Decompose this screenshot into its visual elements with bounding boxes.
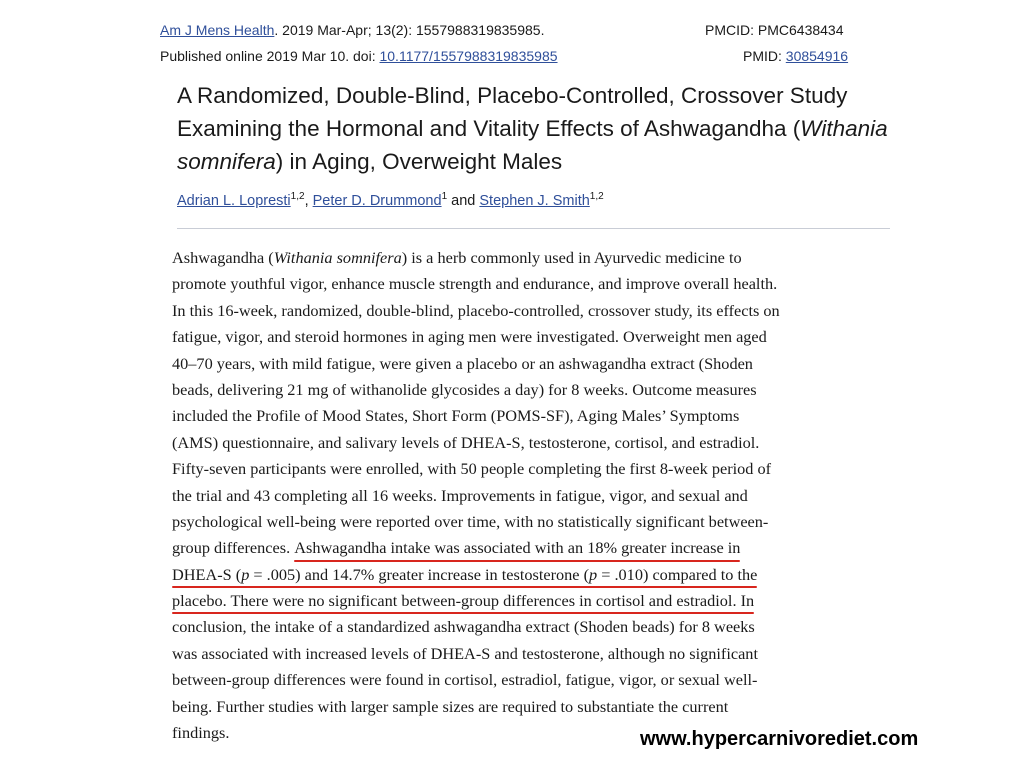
abstract-line: beads, delivering 21 mg of withanolide glycosides a day) for 8 weeks. Outcome measures bbox=[172, 379, 757, 399]
abstract-line: fatigue, vigor, and steroid hormones in aging men were investigated. Overweight men aged bbox=[172, 327, 767, 347]
website-watermark: www.hypercarnivorediet.com bbox=[640, 728, 919, 750]
abstract-line: included the Profile of Mood States, Short Form (POMS-SF), Aging Males’ Symptoms bbox=[172, 406, 740, 426]
highlighted-finding: Ashwagandha intake was associated with an 18% greater increase in bbox=[294, 535, 740, 561]
abstract-line: (AMS) questionnaire, and salivary levels of DHEA-S, testosterone, cortisol, and estradiol. bbox=[172, 432, 760, 452]
abstract-line: Ashwagandha (Withania somnifera) is a herb commonly used in Ayurvedic medicine to bbox=[172, 248, 742, 267]
published-line bbox=[160, 48, 558, 64]
affiliation-ref: 1,2 bbox=[589, 191, 604, 202]
author-link-drummond[interactable]: Peter D. Drummond bbox=[312, 192, 442, 209]
abstract-line: findings. bbox=[172, 723, 230, 743]
abstract-line: In this 16-week, randomized, double-blind, placebo-controlled, crossover study, its effects on bbox=[172, 300, 780, 320]
abstract-line: promote youthful vigor, enhance muscle strength and endurance, and improve overall health. bbox=[172, 274, 778, 294]
abstract-line: between-group differences were found in cortisol, estradiol, fatigue, vigor, or sexual well- bbox=[172, 670, 758, 690]
affiliation-ref: 1,2 bbox=[290, 191, 305, 202]
abstract-line: was associated with increased levels of DHEA-S and testosterone, although no significant bbox=[172, 643, 758, 663]
highlighted-finding: placebo. There were no significant between-group differences in cortisol and estradiol. In bbox=[172, 588, 754, 614]
species-name: Withania somnifera bbox=[273, 248, 402, 267]
pmid-link[interactable]: 30854916 bbox=[785, 48, 849, 64]
author-link-lopresti[interactable]: Adrian L. Lopresti bbox=[177, 192, 291, 209]
affiliation-ref: 1 bbox=[441, 191, 448, 202]
journal-link[interactable]: Am J Mens Health bbox=[160, 22, 275, 38]
abstract-line: 40–70 years, with mild fatigue, were given a placebo or an ashwagandha extract (Shoden bbox=[172, 353, 753, 373]
citation-details: . 2019 Mar-Apr; 13(2): 1557988319835985. bbox=[274, 22, 545, 38]
abstract-line: conclusion, the intake of a standardized ashwagandha extract (Shoden beads) for 8 weeks bbox=[172, 617, 755, 637]
abstract-line bbox=[172, 562, 902, 588]
pmid bbox=[743, 48, 848, 64]
author-list: Adrian L. Lopresti$^{1,2}$, Peter D. Drummond$^1$ and Stephen J. Smith$^{1,2}$ bbox=[177, 191, 604, 209]
pmcid: PMCID: PMC6438434 bbox=[705, 22, 844, 38]
abstract-line: being. Further studies with larger sample sizes are required to substantiate the current bbox=[172, 696, 729, 716]
abstract-line bbox=[172, 588, 902, 614]
article-title: A Randomized, Double-Blind, Placebo-Controlled, Crossover Study Examining the Hormonal and Vitality Effects of Ashwagandha (Withania somnifera) in Aging, Overweight Males bbox=[177, 83, 888, 174]
abstract-line: Fifty-seven participants were enrolled, with 50 people completing the first 8-week period of bbox=[172, 459, 772, 479]
abstract-line: psychological well-being were reported over time, with no statistically significant between- bbox=[172, 511, 769, 531]
citation-line bbox=[160, 22, 544, 38]
abstract-text bbox=[172, 245, 902, 746]
abstract-line: the trial and 43 completing all 16 weeks. Improvements in fatigue, vigor, and sexual and bbox=[172, 485, 748, 505]
published-date: Published online 2019 Mar 10. doi: bbox=[160, 48, 380, 64]
doi-link[interactable]: 10.1177/1557988319835985 bbox=[379, 48, 558, 64]
highlighted-finding: DHEA-S (p = .005) and 14.7% greater increase in testosterone (p = .010) compared to the bbox=[172, 562, 757, 588]
author-link-smith[interactable]: Stephen J. Smith bbox=[479, 192, 590, 209]
divider bbox=[177, 228, 890, 229]
title-species-name: Withania somnifera bbox=[177, 116, 888, 174]
abstract-line: group differences. Ashwagandha intake was associated with an 18% greater increase in bbox=[172, 535, 902, 561]
pmid-label: PMID: bbox=[743, 48, 786, 64]
